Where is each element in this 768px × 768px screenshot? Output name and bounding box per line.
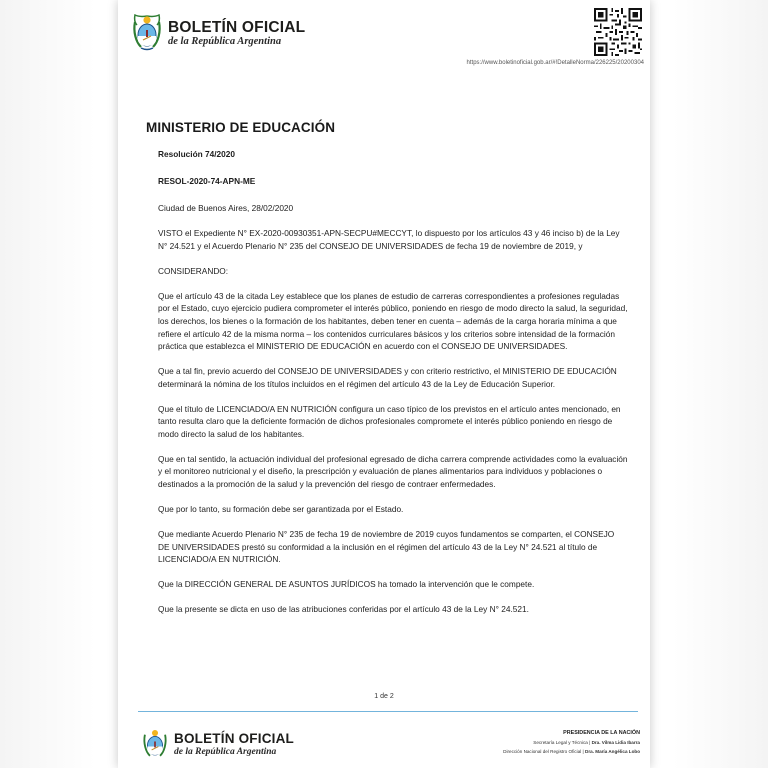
footer-credit-line-2 (503, 747, 640, 756)
footer-role-1: Secretaría Legal y Técnica (533, 740, 588, 745)
qr-code-icon[interactable] (594, 8, 642, 56)
paragraph: Que la DIRECCIÓN GENERAL DE ASUNTOS JURÍDICOS ha tomado la intervención que le compete. (158, 579, 535, 590)
paragraph: Que por lo tanto, su formación debe ser garantizada por el Estado. (158, 504, 404, 515)
footer-logo-title: BOLETÍN OFICIAL (174, 730, 294, 746)
footer-boletin-oficial-logo (142, 728, 294, 760)
footer-separator: | (587, 740, 592, 745)
boletin-oficial-logo (132, 14, 305, 52)
paragraph: Que el artículo 43 de la citada Ley establece que los planes de estudio de carreras correspondientes a profesiones reguladas por el Estado, cuyo ejercicio pudiera comprometer el interés público, poniendo en riesgo de modo directo la salud, la seguridad, los derechos, los bienes o la formación de los habitantes, deben tener en cuenta – además de la carga horaria mínima a que refiere el artículo 42 de la misma norma – los contenidos curriculares básicos y los criterios sobre intensidad de la formación práctica que establezca el MINISTERIO DE EDUCACIÓN en acuerdo con el CONSEJO DE UNIVERSIDADES. (158, 290, 628, 352)
footer-credits (503, 729, 640, 756)
resolution-body (158, 148, 628, 628)
argentina-coat-of-arms-icon (142, 728, 168, 760)
page-number: 1 de 2 (374, 693, 394, 700)
footer-presidency: PRESIDENCIA DE LA NACIÓN (563, 730, 640, 736)
document-url[interactable]: https://www.boletinoficial.gob.ar/#!DetalleNorma/226225/20200304 (466, 60, 644, 66)
paragraph: Que el título de LICENCIADO/A EN NUTRICIÓN configura un caso típico de los previstos en el artículo antes mencionado, en tanto resulta claro que la deficiente formación de dichos profesionales compromete el interés público poniendo en riesgo de modo directo la salud de los habitantes. (158, 403, 621, 439)
footer-name-1: Dra. Vilma Lidia Ibarra (591, 740, 640, 745)
document-page (118, 0, 650, 768)
paragraph: Ciudad de Buenos Aires, 28/02/2020 (158, 203, 294, 214)
logo-subtitle: de la República Argentina (168, 35, 282, 47)
paragraph: VISTO el Expediente N° EX-2020-00930351-APN-SECPU#MECCYT, lo dispuesto por los artículos 43 y 46 inciso b) de la Ley N° 24.521 y el Acuerdo Plenario N° 235 del CONSEJO DE UNIVERSIDADES de fecha 19 de noviembre de 2019, y (158, 228, 620, 251)
footer-logo-subtitle: de la República Argentina (174, 746, 277, 757)
paragraph: CONSIDERANDO: (158, 265, 229, 276)
paragraph: Resolución 74/2020 (158, 149, 236, 159)
paragraph: Que mediante Acuerdo Plenario N° 235 de fecha 19 de noviembre de 2019 cuyos fundamentos se comparten, el CONSEJO DE UNIVERSIDADES prestó su conformidad a la inclusión en el régimen del artículo 43 de la Ley N° 24.521 al título de LICENCIADO/A EN NUTRICIÓN. (158, 529, 615, 565)
footer-role-2: Dirección Nacional del Registro Oficial (503, 749, 582, 754)
footer-separator: | (581, 749, 586, 754)
ministry-heading: MINISTERIO DE EDUCACIÓN (146, 120, 336, 135)
argentina-coat-of-arms-icon (132, 14, 162, 52)
paragraph: Que la presente se dicta en uso de las atribuciones conferidas por el artículo 43 de la Ley N° 24.521. (158, 604, 529, 615)
footer-name-2: Dra. María Angélica Lobo (585, 749, 640, 754)
footer-divider (138, 711, 638, 712)
paragraph: RESOL-2020-74-APN-ME (158, 176, 256, 187)
logo-title: BOLETÍN OFICIAL (168, 18, 306, 36)
paragraph: Que a tal fin, previo acuerdo del CONSEJO DE UNIVERSIDADES y con criterio restrictivo, el MINISTERIO DE EDUCACIÓN determinará la nómina de los títulos incluidos en el régimen del artículo 43 de la Ley de Educación Superior. (158, 366, 617, 389)
footer-credit-line-1 (503, 738, 640, 747)
paragraph: Que en tal sentido, la actuación individual del profesional egresado de dicha carrera comprende actividades como la evaluación y el monitoreo nutricional y el diseño, la prescripción y evaluación de planes alimentarios para individuos y poblaciones o destinados a la promoción de la salud y la prevención del riesgo de contraer enfermedades. (158, 453, 628, 490)
